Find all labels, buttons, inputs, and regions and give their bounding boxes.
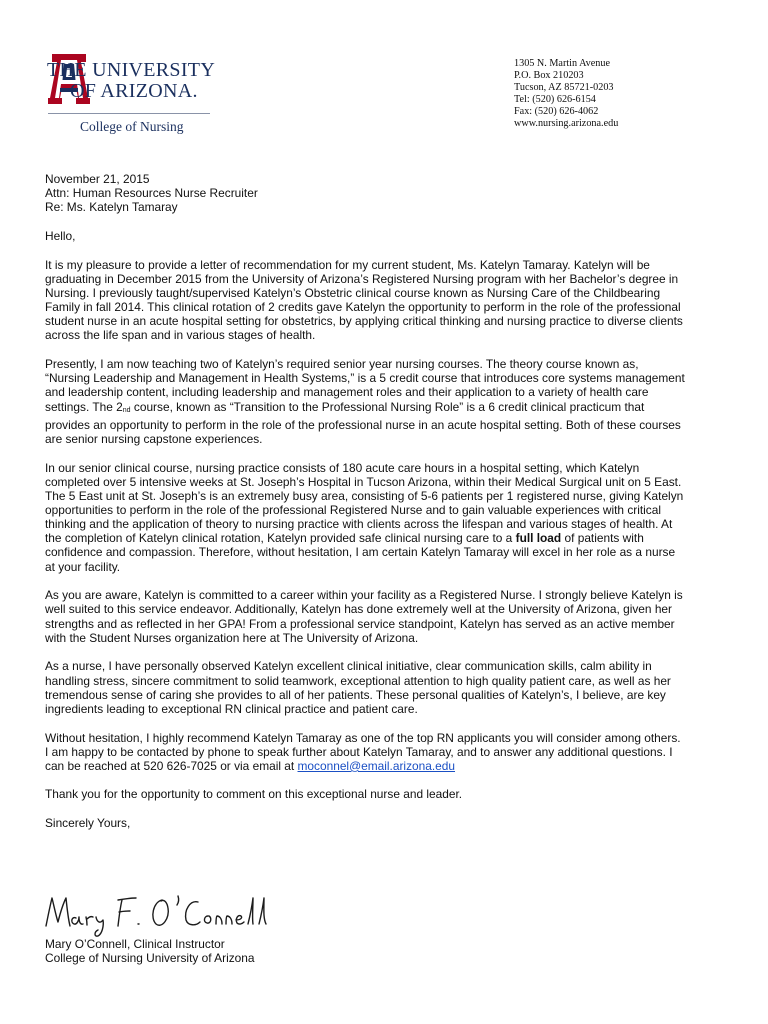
text-line: As a nurse, I have personally observed Katelyn excellent clinical initiative, clear communication skills, calm ability in (45, 659, 652, 674)
text-line: “Nursing Leadership and Management in Health Systems,” is a 5 credit course that introduces core systems management (45, 371, 685, 386)
text-fragment: can be reached at 520 626-7025 or via email at (45, 758, 298, 773)
thanks-line: Thank you for the opportunity to comment on this exceptional nurse and leader. (45, 787, 463, 802)
text-line: graduating in December 2015 from the University of Arizona’s Registered Nursing program with her Bachelor’s degree in (45, 271, 679, 286)
text-line: across the life span and in various stages of health. (45, 328, 316, 343)
text-line: at your facility. (45, 559, 121, 574)
text-line: provides an opportunity to perform in the role of the professional nurse in an acute hospital setting. Both of these courses (45, 417, 681, 432)
address-tel: Tel: (520) 626-6154 (514, 94, 596, 106)
ordinal-suffix: nd (122, 406, 131, 414)
text-line: student nurse in an acute hospital setting for obstetrics, by applying critical thinking and nursing practice to diverse clients (45, 314, 683, 329)
text-line: are senior nursing capstone experiences. (45, 431, 263, 446)
paragraph-1 (45, 258, 725, 343)
bold-emphasis: full load (515, 531, 562, 546)
text-line: I am happy to be contacted by phone to speak further about Katelyn Tamaray, and to answer any additional questions. I (45, 744, 673, 759)
text-line: well suited to this service endeavor. Additionally, Katelyn has done extremely well at the University of Arizona, given her (45, 602, 673, 617)
address-block (514, 58, 618, 131)
text-line (45, 759, 725, 773)
text-line: confidence and compassion. Therefore, without hesitation, I am certain Katelyn Tamaray will excel in her role as a nurse (45, 545, 676, 560)
text-line: opportunities to perform in the role of the professional Registered Nurse and to gain valuable experiences with critical (45, 502, 662, 517)
letter-date: November 21, 2015 (45, 172, 150, 186)
text-fragment: of patients with (561, 531, 644, 546)
salutation: Hello, (45, 228, 76, 243)
address-po-box: P.O. Box 210203 (514, 70, 584, 82)
text-line: Without hesitation, I highly recommend Katelyn Tamaray as one of the top RN applicants you will consider among others. (45, 730, 681, 745)
letter-body (45, 172, 725, 830)
text-line: with the Student Nurses organization here at The University of Arizona. (45, 630, 419, 645)
address-street: 1305 N. Martin Avenue (514, 58, 611, 69)
paragraph-5 (45, 659, 725, 716)
letterhead-divider (48, 113, 210, 114)
text-line: The 5 East unit at St. Joseph’s is an extremely busy area, consisting of 5-6 patients per 1 registered nurse, giving Katelyn (45, 488, 684, 503)
text-line: handling stress, sincere commitment to solid teamwork, exceptional attention to high quality patient care, as well as her (45, 673, 671, 688)
text-line: ingredients leading to exceptional RN clinical practice and patient care. (45, 701, 418, 716)
text-line: Nursing. I previously taught/supervised Katelyn’s Obstetric clinical course known as Nursing Care of the Childbearing (45, 285, 661, 300)
text-fragment: course, known as “Transition to the Professional Nursing Role” is a 6 credit clinical practicum that (130, 399, 645, 414)
text-line: Presently, I am now teaching two of Katelyn’s required senior year nursing courses. The theory course known as, (45, 357, 639, 372)
email-link[interactable]: moconnel@email.arizona.edu (297, 758, 456, 773)
text-line: and leadership content, including leadership and management roles and their application to a variety of health care (45, 385, 649, 400)
text-line: It is my pleasure to provide a letter of recommendation for my current student, Ms. Katelyn Tamaray. Katelyn will be (45, 257, 650, 272)
text-line: In our senior clinical course, nursing practice consists of 180 acute care hours in a hospital setting, which Katelyn (45, 460, 640, 475)
signer-block (45, 937, 255, 965)
text-line: tremendous sense of caring she provides to all of her patients. These personal qualities of Katelyn’s, I believe, are key (45, 687, 666, 702)
university-name-line1: THE UNIVERSITY (47, 59, 216, 81)
text-line: strengths and as reflected in her GPA! From a professional service standpoint, Katelyn has served as an active member (45, 616, 675, 631)
letter-attn: Attn: Human Resources Nurse Recruiter (45, 186, 258, 201)
text-fragment: the completion of Katelyn clinical rotation, Katelyn provided safe clinical nursing care to a (45, 531, 516, 546)
text-line: completed over 5 intensive weeks at St. Joseph’s Hospital in Tucson Arizona, within their Medical Surgical unit on 5 East. (45, 474, 682, 489)
address-city: Tucson, AZ 85721-0203 (514, 82, 614, 94)
closing: Sincerely Yours, (45, 816, 131, 831)
paragraph-2 (45, 357, 725, 446)
text-line (45, 400, 725, 418)
signer-organization: College of Nursing University of Arizona (45, 951, 255, 966)
letter-header (45, 172, 725, 214)
handwritten-signature (40, 888, 310, 938)
text-line: Family in fall 2014. This clinical rotation of 2 credits gave Katelyn the opportunity to perform in the role of the professional (45, 300, 681, 315)
university-name-line2: OF ARIZONA. (70, 80, 198, 102)
text-line: thinking and the application of theory to nursing practice with clients across the lifespan and various stages of health. At (45, 517, 673, 532)
text-fragment: settings. The 2 (45, 399, 123, 414)
paragraph-4 (45, 588, 725, 645)
text-line: As you are aware, Katelyn is committed to a career within your facility as a Registered Nurse. I strongly believe Katelyn is (45, 588, 683, 603)
letter-re: Re: Ms. Katelyn Tamaray (45, 200, 178, 215)
paragraph-3 (45, 461, 725, 574)
text-line (45, 531, 725, 545)
paragraph-6 (45, 731, 725, 773)
address-fax: Fax: (520) 626-4062 (514, 106, 599, 118)
college-name: College of Nursing (80, 119, 184, 134)
address-website: www.nursing.arizona.edu (514, 118, 619, 130)
signer-name-title: Mary O’Connell, Clinical Instructor (45, 937, 225, 951)
